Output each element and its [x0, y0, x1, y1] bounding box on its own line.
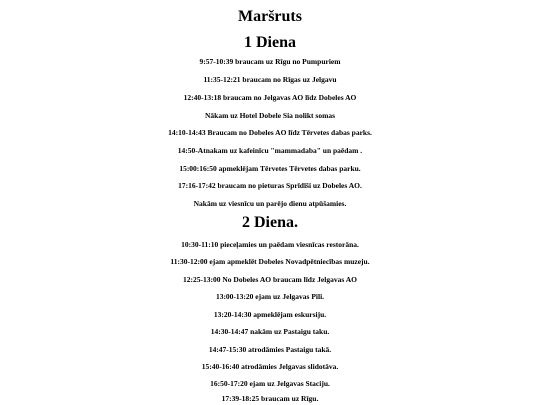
day-2-line: 11:30-12:00 ejam apmeklēt Dobeles Novadpētniecības muzeju.: [170, 257, 370, 266]
day-1-line: Nakām uz viesnīcu un parējo dienu atpūšamies.: [193, 199, 347, 208]
day-1-line: 17:16-17:42 braucam no pieturas Sprīdīši uz Dobeles AO.: [178, 181, 362, 190]
day-2-line: 12:25-13:00 No Dobeles AO braucam līdz Jelgavas AO: [183, 275, 357, 284]
day-1-line: Nākam uz Hotel Dobele Sia nolikt somas: [204, 111, 335, 120]
page-title: Maršruts: [238, 8, 302, 25]
day-2-line: 16:50-17:20 ejam uz Jelgavas Staciju.: [210, 379, 330, 388]
day-1-line: 15:00:16:50 apmeklējam Tērvetes Tērvetes dabas parku.: [179, 164, 361, 173]
day-1-line: 11:35-12:21 braucam no Rīgas uz Jelgavu: [203, 75, 337, 84]
day-2-line: 10:30-11:10 pieceļamies un paēdam viesnīcas restorāna.: [181, 240, 359, 249]
day-1-line: 14:50-Atnakam uz kafeinīcu "mammadaba" un paēdam .: [177, 146, 363, 155]
day-2-line: 17:39-18:25 braucam uz Rīgu.: [221, 394, 319, 403]
day-1-line: 9:57-10:39 braucam uz Rīgu no Pumpuriem: [199, 57, 341, 66]
day-1-line: 14:10-14:43 Braucam no Dobeles AO līdz Tērvetes dabas parks.: [168, 128, 372, 137]
day-2-line: 13:00-13:20 ejam uz Jelgavas Pili.: [215, 292, 325, 301]
day-1-heading: 1 Diena: [244, 34, 296, 51]
day-2-line: 14:47-15:30 atrodāmies Pastaigu takā.: [208, 345, 332, 354]
day-2-line: 14:30-14:47 nakām uz Pastaigu taku.: [210, 327, 330, 336]
day-2-heading: 2 Diena.: [242, 214, 298, 231]
day-2-line: 15:40-16:40 atrodāmies Jelgavas slidotāva.: [201, 362, 339, 371]
day-2-line: 13:20-14:30 apmeklējam eskursiju.: [213, 310, 327, 319]
day-1-line: 12:40-13:18 braucam no Jelgavas AO līdz Dobeles AO: [183, 93, 357, 102]
